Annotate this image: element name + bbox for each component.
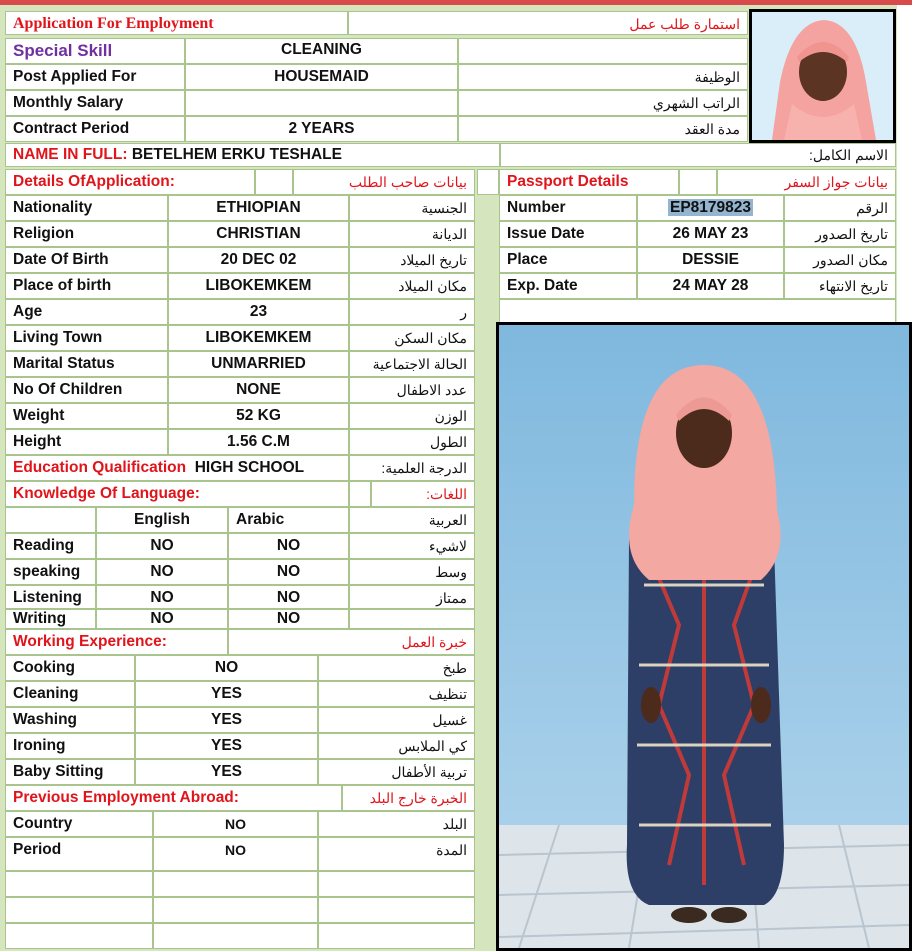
detail-value: LIBOKEMKEM	[168, 273, 349, 299]
language-corner	[5, 507, 96, 533]
salary-ar: الراتب الشهري	[458, 90, 748, 116]
detail-label: Date Of Birth	[5, 247, 168, 273]
language-arabic-value: NO	[228, 585, 349, 609]
detail-ar: مكان الميلاد	[349, 273, 475, 299]
salary-label: Monthly Salary	[5, 90, 185, 116]
language-english-value: NO	[96, 559, 228, 585]
language-ar	[349, 609, 475, 629]
blank-cell	[5, 923, 153, 949]
passport-label: Issue Date	[499, 221, 637, 247]
abroad-value: NO	[153, 837, 318, 871]
passport-label: Number	[499, 195, 637, 221]
language-ar: وسط	[349, 559, 475, 585]
abroad-header: Previous Employment Abroad:	[5, 785, 342, 811]
language-label: speaking	[5, 559, 96, 585]
detail-value: 23	[168, 299, 349, 325]
detail-label: Living Town	[5, 325, 168, 351]
experience-label: Baby Sitting	[5, 759, 135, 785]
passport-ar: مكان الصدور	[784, 247, 896, 273]
language-ar: ممتاز	[349, 585, 475, 609]
passport-blank-row	[499, 299, 896, 323]
passport-header: Passport Details	[499, 169, 679, 195]
education-row	[5, 455, 349, 481]
form-title-en: Application For Employment	[5, 11, 348, 35]
language-english-value: NO	[96, 585, 228, 609]
language-arabic-value: NO	[228, 559, 349, 585]
detail-label: Age	[5, 299, 168, 325]
education-ar: الدرجة العلمية:	[349, 455, 475, 481]
blank-cell	[153, 923, 318, 949]
experience-ar: غسيل	[318, 707, 475, 733]
post-ar: الوظيفة	[458, 64, 748, 90]
passport-value: DESSIE	[637, 247, 784, 273]
detail-ar: ر	[349, 299, 475, 325]
detail-value: CHRISTIAN	[168, 221, 349, 247]
full-name-row	[5, 143, 500, 167]
blank-cell	[5, 897, 153, 923]
details-header: Details OfApplication:	[5, 169, 255, 195]
blank-cell	[153, 871, 318, 897]
abroad-ar: البلد	[318, 811, 475, 837]
detail-value: 20 DEC 02	[168, 247, 349, 273]
language-header-ar: اللغات:	[371, 481, 475, 507]
post-label: Post Applied For	[5, 64, 185, 90]
full-body-photo	[496, 322, 912, 951]
passport-value: 24 MAY 28	[637, 273, 784, 299]
details-header-spacer	[255, 169, 293, 195]
detail-value: LIBOKEMKEM	[168, 325, 349, 351]
detail-label: Religion	[5, 221, 168, 247]
education-label: Education Qualification	[13, 459, 187, 476]
experience-ar: تربية الأطفال	[318, 759, 475, 785]
language-header-spacer	[349, 481, 371, 507]
language-label: Writing	[5, 609, 96, 629]
detail-value: ETHIOPIAN	[168, 195, 349, 221]
abroad-label: Period	[5, 837, 153, 871]
language-arabic-value: NO	[228, 609, 349, 629]
form-title-ar: استمارة طلب عمل	[348, 11, 748, 35]
passport-label: Place	[499, 247, 637, 273]
contract-label: Contract Period	[5, 116, 185, 142]
detail-label: Height	[5, 429, 168, 455]
passport-header-spacer	[679, 169, 717, 195]
experience-header-ar: خبرة العمل	[228, 629, 475, 655]
education-value: HIGH SCHOOL	[194, 459, 305, 476]
full-body-illustration	[499, 325, 909, 948]
experience-label: Washing	[5, 707, 135, 733]
experience-label: Cleaning	[5, 681, 135, 707]
detail-label: Place of birth	[5, 273, 168, 299]
full-name-label: NAME IN FULL:	[13, 146, 128, 163]
detail-label: Nationality	[5, 195, 168, 221]
contract-value: 2 YEARS	[185, 116, 458, 142]
detail-ar: الجنسية	[349, 195, 475, 221]
language-col-arabic: Arabic	[228, 507, 349, 533]
detail-label: No Of Children	[5, 377, 168, 403]
detail-ar: عدد الاطفال	[349, 377, 475, 403]
experience-label: Ironing	[5, 733, 135, 759]
special-skill-ar	[458, 38, 748, 64]
experience-value: YES	[135, 707, 318, 733]
language-col-ar: العربية	[349, 507, 475, 533]
experience-value: YES	[135, 733, 318, 759]
salary-value	[185, 90, 458, 116]
experience-value: YES	[135, 759, 318, 785]
experience-value: NO	[135, 655, 318, 681]
detail-ar: الديانة	[349, 221, 475, 247]
detail-label: Marital Status	[5, 351, 168, 377]
details-header-ar: بيانات صاحب الطلب	[293, 169, 475, 195]
abroad-label: Country	[5, 811, 153, 837]
passport-number-cell	[637, 195, 784, 221]
details-gap	[477, 169, 499, 195]
passport-value: 26 MAY 23	[637, 221, 784, 247]
experience-header: Working Experience:	[5, 629, 228, 655]
language-label: Listening	[5, 585, 96, 609]
abroad-value: NO	[153, 811, 318, 837]
headshot-photo	[749, 9, 896, 143]
special-skill-value: CLEANING	[185, 38, 458, 64]
contract-ar: مدة العقد	[458, 116, 748, 142]
language-header: Knowledge Of Language:	[5, 481, 349, 507]
special-skill-label: Special Skill	[5, 38, 185, 64]
experience-ar: طبخ	[318, 655, 475, 681]
detail-ar: مكان السكن	[349, 325, 475, 351]
passport-number-value: EP8179823	[669, 199, 752, 216]
passport-ar: تاريخ الصدور	[784, 221, 896, 247]
experience-label: Cooking	[5, 655, 135, 681]
language-english-value: NO	[96, 533, 228, 559]
blank-cell	[318, 923, 475, 949]
passport-ar: الرقم	[784, 195, 896, 221]
full-name-value: BETELHEM ERKU TESHALE	[131, 146, 342, 163]
experience-ar: كي الملابس	[318, 733, 475, 759]
language-ar: لاشيء	[349, 533, 475, 559]
passport-ar: تاريخ الانتهاء	[784, 273, 896, 299]
detail-value: 1.56 C.M	[168, 429, 349, 455]
language-col-english: English	[96, 507, 228, 533]
headshot-illustration	[752, 12, 893, 140]
full-name-ar: الاسم الكامل:	[500, 143, 896, 167]
blank-cell	[318, 897, 475, 923]
detail-value: UNMARRIED	[168, 351, 349, 377]
detail-ar: الحالة الاجتماعية	[349, 351, 475, 377]
blank-cell	[5, 871, 153, 897]
detail-ar: الطول	[349, 429, 475, 455]
post-value: HOUSEMAID	[185, 64, 458, 90]
detail-value: 52 KG	[168, 403, 349, 429]
language-label: Reading	[5, 533, 96, 559]
detail-value: NONE	[168, 377, 349, 403]
blank-cell	[153, 897, 318, 923]
language-arabic-value: NO	[228, 533, 349, 559]
experience-ar: تنظيف	[318, 681, 475, 707]
detail-label: Weight	[5, 403, 168, 429]
abroad-header-ar: الخبرة خارج البلد	[342, 785, 475, 811]
language-english-value: NO	[96, 609, 228, 629]
detail-ar: الوزن	[349, 403, 475, 429]
passport-header-ar: بيانات جواز السفر	[717, 169, 896, 195]
abroad-ar: المدة	[318, 837, 475, 871]
passport-label: Exp. Date	[499, 273, 637, 299]
blank-cell	[318, 871, 475, 897]
experience-value: YES	[135, 681, 318, 707]
detail-ar: تاريخ الميلاد	[349, 247, 475, 273]
